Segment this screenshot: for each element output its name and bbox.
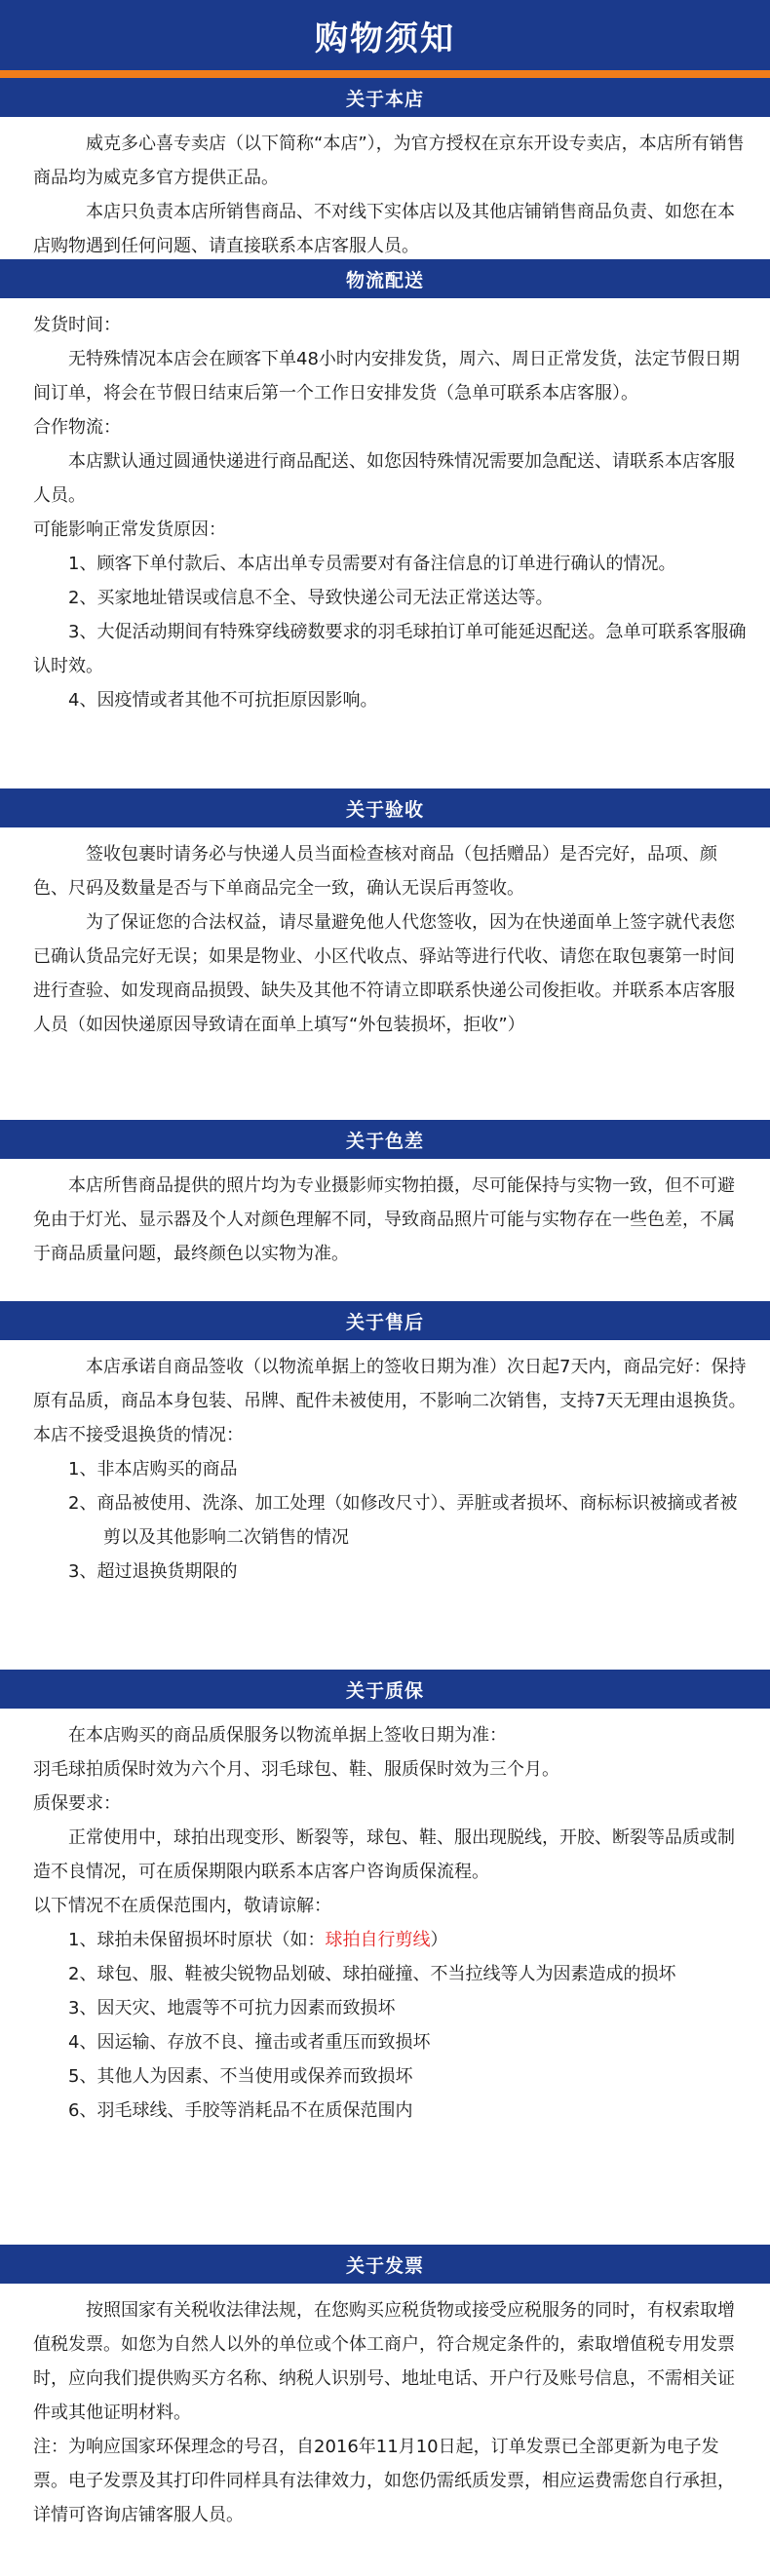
- list-item: 4、因疫情或者其他不可抗拒原因影响。: [68, 690, 378, 711]
- section-inspection: [0, 827, 770, 1120]
- list-item: 1、顾客下单付款后、本店出单专员需要对有备注信息的订单进行确认的情况。: [68, 554, 676, 574]
- about-paragraph: 威克多心喜专卖店（以下简称“本店”），为官方授权在京东开设专卖店，本店所有销售商品均为威克多官方提供正品。: [33, 134, 745, 188]
- section-title-color: 关于色差: [0, 1120, 770, 1159]
- section-title-warranty: 关于质保: [0, 1670, 770, 1709]
- invoice-paragraph: 按照国家有关税收法律法规，在您购买应税货物或接受应税服务的同时，有权索取增值税发票。如您为自然人以外的单位或个体工商户，符合规定条件的，索取增值税专用发票时，应向我们提供购买方名称、纳税人识别号、地址电话、开户行及账号信息，不需相关证件或其他证明材料。: [33, 2300, 735, 2423]
- section-title-inspection: 关于验收: [0, 788, 770, 827]
- warranty-period: 羽毛球拍质保时效为六个月、羽毛球包、鞋、服质保时效为三个月。: [33, 1759, 559, 1780]
- section-invoice: [0, 2284, 770, 2576]
- list-item: 6、羽毛球线、手胶等消耗品不在质保范围内: [68, 2100, 413, 2121]
- inspection-paragraph: 签收包裹时请务必与快递人员当面检查核对商品（包括赠品）是否完好，品项、颜色、尺码及数量是否与下单商品完全一致，确认无误后再签收。: [33, 844, 717, 899]
- list-item: 4、因运输、存放不良、撞击或者重压而致损坏: [68, 2032, 431, 2053]
- list-item: 3、大促活动期间有特殊穿线磅数要求的羽毛球拍订单可能延迟配送。急单可联系客服确认时效。: [33, 622, 747, 676]
- ship-time-text: 无特殊情况本店会在顾客下单48小时内安排发货，周六、周日正常发货，法定节假日期间订单，将会在节假日结束后第一个工作日安排发货（急单可联系本店客服）。: [33, 349, 740, 404]
- ship-time-label: 发货时间：: [33, 315, 121, 335]
- partner-text: 本店默认通过圆通快递进行商品配送、如您因特殊情况需要加急配送、请联系本店客服人员。: [33, 451, 735, 506]
- item-suffix: ）: [430, 1930, 448, 1950]
- invoice-note: 注：为响应国家环保理念的号召，自2016年11月10日起，订单发票已全部更新为电子发票。电子发票及其打印件同样具有法律效力，如您仍需纸质发票，相应运费需您自行承担，详情可咨询店铺客服人员。: [33, 2437, 735, 2525]
- section-title-logistics: 物流配送: [0, 259, 770, 298]
- list-item: 3、超过退换货期限的: [68, 1561, 238, 1582]
- page-header: [0, 0, 770, 78]
- section-aftersale: [0, 1340, 770, 1670]
- warranty-req-label: 质保要求：: [33, 1793, 121, 1814]
- section-color: [0, 1159, 770, 1301]
- list-item: 5、其他人为因素、不当使用或保养而致损坏: [68, 2066, 413, 2087]
- partner-label: 合作物流：: [33, 417, 121, 438]
- warranty-excl-label: 以下情况不在质保范围内，敬请谅解：: [33, 1896, 331, 1916]
- section-title-aftersale: 关于售后: [0, 1301, 770, 1340]
- list-item: 3、因天灾、地震等不可抗力因素而致损坏: [68, 1998, 396, 2019]
- item-prefix: 1、球拍未保留损坏时原状（如：: [68, 1930, 326, 1950]
- section-about: [0, 117, 770, 259]
- page-title: 购物须知: [315, 19, 455, 58]
- section-title-invoice: 关于发票: [0, 2245, 770, 2284]
- list-item: 1、非本店购买的商品: [68, 1459, 238, 1480]
- section-logistics: [0, 298, 770, 788]
- list-item: 2、商品被使用、洗涤、加工处理（如修改尺寸）、弄脏或者损坏、商标标识被摘或者被剪以及其他影响二次销售的情况: [68, 1493, 738, 1548]
- highlight-text: 球拍自行剪线: [325, 1930, 431, 1950]
- inspection-paragraph: 为了保证您的合法权益，请尽量避免他人代您签收，因为在快递面单上签字就代表您已确认货品完好无误；如果是物业、小区代收点、驿站等进行代收、请您在取包裹第一时间进行查验、如发现商品损毁、缺失及其他不符请立即联系快递公司俊拒收。并联系本店客服人员（如因快递原因导致请在面单上填写“外包装损坏，拒收”）: [33, 912, 735, 1035]
- list-item: 2、球包、服、鞋被尖锐物品划破、球拍碰撞、不当拉线等人为因素造成的损坏: [68, 1964, 676, 1984]
- section-warranty: [0, 1709, 770, 2245]
- aftersale-intro: 本店承诺自商品签收（以物流单据上的签收日期为准）次日起7天内，商品完好：保持原有品质，商品本身包装、吊牌、配件未被使用，不影响二次销售，支持7天无理由退换货。: [33, 1357, 747, 1411]
- list-item: 2、买家地址错误或信息不全、导致快递公司无法正常送达等。: [68, 588, 554, 608]
- warranty-intro: 在本店购买的商品质保服务以物流单据上签收日期为准：: [68, 1725, 507, 1746]
- list-item: [33, 1923, 747, 1957]
- about-paragraph: 本店只负责本店所销售商品、不对线下实体店以及其他店铺销售商品负责、如您在本店购物遇到任何问题、请直接联系本店客服人员。: [33, 202, 735, 256]
- warranty-req-text: 正常使用中，球拍出现变形、断裂等，球包、鞋、服出现脱线，开胶、断裂等品质或制造不良情况，可在质保期限内联系本店客户咨询质保流程。: [33, 1827, 735, 1882]
- reasons-label: 可能影响正常发货原因：: [33, 519, 226, 540]
- section-title-about: 关于本店: [0, 78, 770, 117]
- no-return-label: 本店不接受退换货的情况：: [33, 1425, 244, 1445]
- color-paragraph: 本店所售商品提供的照片均为专业摄影师实物拍摄，尽可能保持与实物一致，但不可避免由于灯光、显示器及个人对颜色理解不同，导致商品照片可能与实物存在一些色差，不属于商品质量问题，最终颜色以实物为准。: [33, 1175, 735, 1264]
